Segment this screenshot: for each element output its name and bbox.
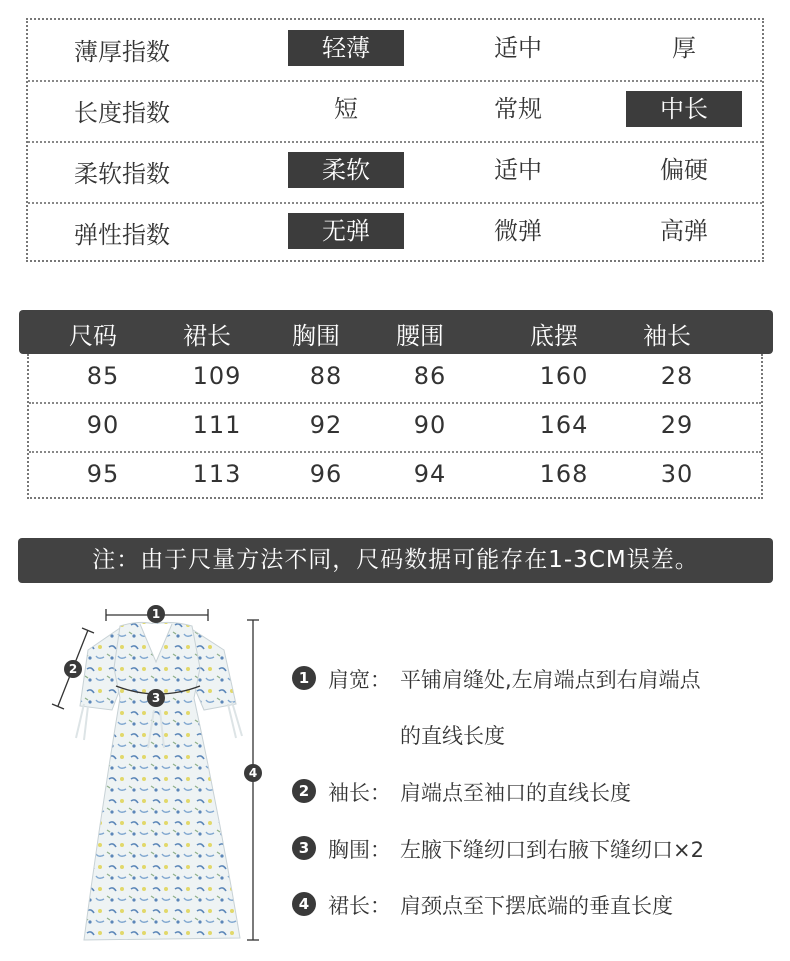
- table-cell: 90: [86, 411, 120, 439]
- table-cell: 96: [309, 460, 343, 488]
- attr-option: 常规: [494, 95, 542, 123]
- attr-option: 短: [334, 95, 358, 123]
- attr-label: 弹性指数: [74, 221, 170, 249]
- number-badge: 4: [292, 892, 316, 916]
- attr-option: 适中: [494, 34, 542, 62]
- legend-text-continued: 的直线长度: [400, 724, 505, 748]
- attr-label: 柔软指数: [74, 160, 170, 188]
- table-cell: 160: [539, 362, 589, 390]
- table-cell: 95: [86, 460, 120, 488]
- marker-shoulder-width: 1: [147, 605, 165, 623]
- attr-option-selected: 中长: [626, 91, 742, 127]
- table-row: [29, 452, 761, 500]
- marker-chest: 3: [147, 689, 165, 707]
- table-cell: 94: [413, 460, 447, 488]
- legend-label: 裙长：: [328, 894, 391, 918]
- table-cell: 29: [660, 411, 694, 439]
- table-cell: 168: [539, 460, 589, 488]
- table-cell: 90: [413, 411, 447, 439]
- attr-option: 适中: [494, 156, 542, 184]
- legend-text: 肩颈点至下摆底端的垂直长度: [400, 894, 673, 918]
- legend-text: 肩端点至袖口的直线长度: [400, 781, 631, 805]
- attr-option-selected: 无弹: [288, 213, 404, 249]
- legend-text: 平铺肩缝处,左肩端点到右肩端点: [400, 668, 701, 692]
- column-header: 尺码: [69, 322, 117, 350]
- fabric-attributes-table: [26, 18, 764, 262]
- column-header: 腰围: [396, 322, 444, 350]
- attr-label: 薄厚指数: [74, 38, 170, 66]
- attr-option-selected: 轻薄: [288, 30, 404, 66]
- attr-option: 微弹: [494, 217, 542, 245]
- column-header: 裙长: [183, 322, 231, 350]
- table-row: [29, 403, 761, 453]
- table-cell: 111: [192, 411, 242, 439]
- table-cell: 113: [192, 460, 242, 488]
- attr-row-softness: [28, 142, 762, 204]
- measurement-note-banner: 注：由于尺量方法不同，尺码数据可能存在1-3CM误差。: [18, 538, 773, 583]
- column-header: 胸围: [292, 322, 340, 350]
- attr-row-length: [28, 81, 762, 143]
- table-cell: 30: [660, 460, 694, 488]
- legend-text: 左腋下缝纫口到右腋下缝纫口×2: [400, 838, 704, 862]
- column-header: 袖长: [643, 322, 691, 350]
- legend-label: 袖长：: [328, 781, 391, 805]
- size-table-header: [19, 310, 773, 354]
- table-cell: 85: [86, 362, 120, 390]
- table-cell: 28: [660, 362, 694, 390]
- table-row: [29, 354, 761, 404]
- table-cell: 88: [309, 362, 343, 390]
- legend-label: 胸围：: [328, 838, 391, 862]
- attr-label: 长度指数: [74, 99, 170, 127]
- attr-option-selected: 柔软: [288, 152, 404, 188]
- legend-label: 肩宽：: [328, 668, 391, 692]
- number-badge: 3: [292, 836, 316, 860]
- attr-option: 高弹: [660, 217, 708, 245]
- attr-option: 偏硬: [660, 156, 708, 184]
- number-badge: 1: [292, 666, 316, 690]
- marker-dress-length: 4: [244, 764, 262, 782]
- attr-option: 厚: [672, 34, 696, 62]
- table-cell: 164: [539, 411, 589, 439]
- size-table-body: [27, 354, 763, 499]
- table-cell: 92: [309, 411, 343, 439]
- number-badge: 2: [292, 779, 316, 803]
- column-header: 底摆: [530, 322, 578, 350]
- table-cell: 86: [413, 362, 447, 390]
- attr-row-thickness: [28, 20, 762, 82]
- marker-sleeve-length: 2: [64, 660, 82, 678]
- dress-diagram: [40, 598, 280, 948]
- attr-row-elasticity: [28, 203, 762, 263]
- table-cell: 109: [192, 362, 242, 390]
